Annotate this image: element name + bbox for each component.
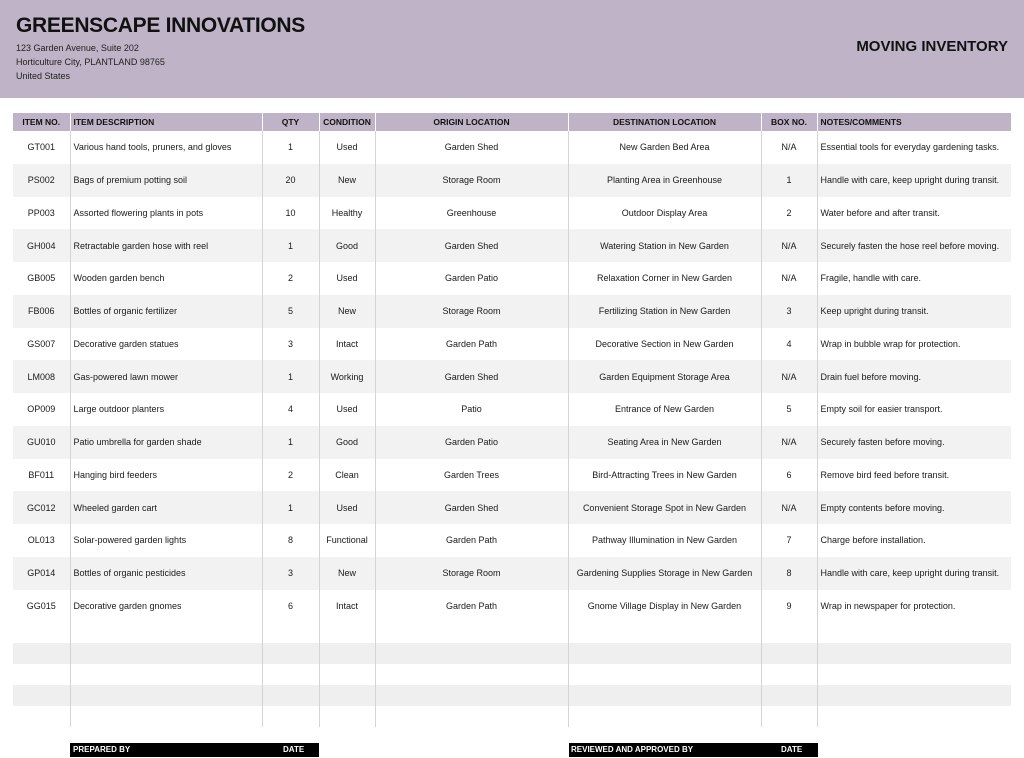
table-cell: Garden Shed <box>375 131 568 164</box>
table-cell: Garden Patio <box>375 426 568 459</box>
table-row <box>13 426 1011 459</box>
table-cell: Securely fasten before moving. <box>817 426 1011 459</box>
empty-cell <box>761 685 817 706</box>
table-cell: Storage Room <box>375 295 568 328</box>
table-cell: Empty contents before moving. <box>817 491 1011 524</box>
table-cell: Fertilizing Station in New Garden <box>568 295 761 328</box>
header-band <box>0 0 1024 98</box>
table-cell: Used <box>319 491 375 524</box>
table-cell: Garden Path <box>375 328 568 361</box>
document-title: MOVING INVENTORY <box>856 38 1008 55</box>
table-cell: GP014 <box>13 557 70 590</box>
table-header-row <box>13 113 1011 131</box>
table-cell: GS007 <box>13 328 70 361</box>
table-cell: 8 <box>262 524 319 557</box>
table-cell: New <box>319 557 375 590</box>
col-header-notes: NOTES/COMMENTS <box>817 113 1011 131</box>
empty-cell <box>262 664 319 685</box>
table-cell: Large outdoor planters <box>70 393 262 426</box>
table-row <box>13 295 1011 328</box>
table-cell: BF011 <box>13 459 70 492</box>
table-cell: Bird-Attracting Trees in New Garden <box>568 459 761 492</box>
table-cell: Keep upright during transit. <box>817 295 1011 328</box>
table-cell: GH004 <box>13 229 70 262</box>
table-cell: Bottles of organic pesticides <box>70 557 262 590</box>
col-header-condition: CONDITION <box>319 113 375 131</box>
empty-cell <box>761 664 817 685</box>
table-cell: GG015 <box>13 590 70 623</box>
table-cell: Wrap in newspaper for protection. <box>820 600 956 611</box>
empty-cell <box>375 622 568 643</box>
table-cell: Remove bird feed before transit. <box>820 469 950 480</box>
table-cell: 1 <box>262 426 319 459</box>
empty-cell <box>817 685 1011 706</box>
table-cell: 3 <box>262 328 319 361</box>
empty-cell <box>817 664 1011 685</box>
empty-row <box>13 643 1011 664</box>
table-cell: Decorative Section in New Garden <box>568 328 761 361</box>
empty-cell <box>375 706 568 727</box>
table-cell: Garden Trees <box>375 459 568 492</box>
empty-row <box>13 685 1011 706</box>
col-header-destination: DESTINATION LOCATION <box>568 113 761 131</box>
table-row <box>13 197 1011 230</box>
empty-cell <box>817 643 1011 664</box>
empty-cell <box>70 643 262 664</box>
empty-cell <box>13 622 70 643</box>
table-cell: Used <box>319 393 375 426</box>
table-cell: PP003 <box>13 197 70 230</box>
date-label-2: DATE <box>781 745 803 754</box>
address-line-3: United States <box>16 71 71 81</box>
table-cell: 2 <box>262 459 319 492</box>
table-cell: LM008 <box>13 360 70 393</box>
table-cell: 5 <box>761 393 817 426</box>
table-cell: Bags of premium potting soil <box>70 164 262 197</box>
table-cell: Handle with care, keep upright during transit. <box>817 164 1011 197</box>
table-cell: Gnome Village Display in New Garden <box>568 590 761 623</box>
empty-cell <box>319 643 375 664</box>
table-cell: 6 <box>262 590 319 623</box>
table-cell: OP009 <box>13 393 70 426</box>
empty-cell <box>70 685 262 706</box>
table-cell: Various hand tools, pruners, and gloves <box>70 131 262 164</box>
table-cell: 2 <box>761 197 817 230</box>
table-cell: Assorted flowering plants in pots <box>70 197 262 230</box>
table-cell: FB006 <box>13 295 70 328</box>
table-cell: Garden Patio <box>375 262 568 295</box>
table-cell: Entrance of New Garden <box>568 393 761 426</box>
table-cell: Used <box>319 131 375 164</box>
table-cell: 1 <box>262 131 319 164</box>
table-body <box>13 131 1011 727</box>
table-row <box>13 524 1011 557</box>
empty-cell <box>817 622 1011 643</box>
table-cell: 9 <box>761 590 817 623</box>
inventory-table <box>13 113 1011 727</box>
table-cell: Functional <box>319 524 375 557</box>
table-cell: Empty soil for easier transport. <box>820 404 943 415</box>
table-cell: Pathway Illumination in New Garden <box>568 524 761 557</box>
table-cell: N/A <box>761 426 817 459</box>
table-row <box>13 164 1011 197</box>
table-cell: GT001 <box>13 131 70 164</box>
table-cell: Outdoor Display Area <box>568 197 761 230</box>
table-row <box>13 557 1011 590</box>
company-name: GREENSCAPE INNOVATIONS <box>16 14 305 37</box>
empty-cell <box>568 685 761 706</box>
table-cell: 1 <box>262 491 319 524</box>
table-cell: Garden Path <box>375 590 568 623</box>
table-cell: Patio <box>375 393 568 426</box>
empty-cell <box>761 706 817 727</box>
table-cell: Securely fasten the hose reel before moving. <box>817 229 1011 262</box>
col-header-origin: ORIGIN LOCATION <box>375 113 568 131</box>
table-cell: Gas-powered lawn mower <box>70 360 262 393</box>
table-cell: 4 <box>761 328 817 361</box>
table-cell: Wooden garden bench <box>70 262 262 295</box>
empty-cell <box>262 685 319 706</box>
table-cell: 1 <box>262 229 319 262</box>
empty-cell <box>817 706 1011 727</box>
empty-cell <box>761 643 817 664</box>
empty-cell <box>262 706 319 727</box>
table-cell: Drain fuel before moving. <box>817 360 1011 393</box>
empty-cell <box>13 706 70 727</box>
empty-cell <box>70 622 262 643</box>
table-cell: N/A <box>761 360 817 393</box>
table-cell: Working <box>319 360 375 393</box>
table-cell: Decorative garden gnomes <box>70 590 262 623</box>
table-row <box>13 328 1011 361</box>
reviewed-by-label: REVIEWED AND APPROVED BY <box>571 745 694 754</box>
table-cell: 4 <box>262 393 319 426</box>
table-row <box>13 393 1011 426</box>
table-cell: Patio umbrella for garden shade <box>70 426 262 459</box>
table-cell: Good <box>319 229 375 262</box>
table-cell: 5 <box>262 295 319 328</box>
empty-row <box>13 622 1011 643</box>
table-cell: Wheeled garden cart <box>70 491 262 524</box>
table-cell: New Garden Bed Area <box>568 131 761 164</box>
table-cell: Watering Station in New Garden <box>568 229 761 262</box>
table-cell: New <box>319 295 375 328</box>
table-cell: Intact <box>319 590 375 623</box>
table-cell: 3 <box>761 295 817 328</box>
table-cell: Used <box>319 262 375 295</box>
empty-cell <box>262 643 319 664</box>
table-cell: 10 <box>262 197 319 230</box>
table-cell: N/A <box>761 131 817 164</box>
table-cell: Greenhouse <box>375 197 568 230</box>
address-line-2: Horticulture City, PLANTLAND 98765 <box>16 57 165 67</box>
table-cell: Planting Area in Greenhouse <box>568 164 761 197</box>
table-cell: New <box>319 164 375 197</box>
empty-cell <box>319 664 375 685</box>
table-cell: Garden Equipment Storage Area <box>568 360 761 393</box>
empty-cell <box>70 664 262 685</box>
address-line-1: 123 Garden Avenue, Suite 202 <box>16 43 139 53</box>
empty-cell <box>13 664 70 685</box>
table-cell: Intact <box>319 328 375 361</box>
table-cell: Garden Shed <box>375 229 568 262</box>
table-cell: GC012 <box>13 491 70 524</box>
table-row <box>13 262 1011 295</box>
table-row <box>13 360 1011 393</box>
reviewed-by-bar <box>569 743 818 757</box>
table-cell: 20 <box>262 164 319 197</box>
table-cell: Retractable garden hose with reel <box>70 229 262 262</box>
empty-cell <box>319 706 375 727</box>
empty-row <box>13 706 1011 727</box>
table-cell: 6 <box>761 459 817 492</box>
table-cell: PS002 <box>13 164 70 197</box>
empty-cell <box>319 685 375 706</box>
table-cell: 1 <box>262 360 319 393</box>
empty-cell <box>568 664 761 685</box>
table-cell: 2 <box>262 262 319 295</box>
table-cell: Decorative garden statues <box>70 328 262 361</box>
empty-row <box>13 664 1011 685</box>
empty-cell <box>568 643 761 664</box>
table-row <box>13 491 1011 524</box>
col-header-box-no: BOX NO. <box>761 113 817 131</box>
table-cell: Healthy <box>319 197 375 230</box>
table-cell: GU010 <box>13 426 70 459</box>
table-cell: Good <box>319 426 375 459</box>
table-cell: N/A <box>761 229 817 262</box>
table-cell: 8 <box>761 557 817 590</box>
empty-cell <box>375 685 568 706</box>
empty-cell <box>13 685 70 706</box>
table-cell: 7 <box>761 524 817 557</box>
table-cell: Relaxation Corner in New Garden <box>568 262 761 295</box>
table-cell: Solar-powered garden lights <box>70 524 262 557</box>
empty-cell <box>319 622 375 643</box>
table-cell: Clean <box>319 459 375 492</box>
table-cell: Garden Shed <box>375 360 568 393</box>
table-cell: Water before and after transit. <box>820 207 940 218</box>
table-cell: Storage Room <box>375 164 568 197</box>
col-header-description: ITEM DESCRIPTION <box>70 113 262 131</box>
table-cell: Wrap in bubble wrap for protection. <box>820 338 961 349</box>
table-cell: N/A <box>761 491 817 524</box>
table-cell: 1 <box>761 164 817 197</box>
table-cell: Fragile, handle with care. <box>820 273 922 284</box>
empty-cell <box>375 643 568 664</box>
empty-cell <box>375 664 568 685</box>
table-cell: GB005 <box>13 262 70 295</box>
prepared-by-label: PREPARED BY <box>73 745 131 754</box>
empty-cell <box>568 622 761 643</box>
empty-cell <box>70 706 262 727</box>
table-cell: Garden Path <box>375 524 568 557</box>
table-cell: Convenient Storage Spot in New Garden <box>568 491 761 524</box>
table-row <box>13 459 1011 492</box>
table-row <box>13 131 1011 164</box>
table-cell: Handle with care, keep upright during transit. <box>817 557 1011 590</box>
prepared-by-bar <box>70 743 319 757</box>
col-header-item-no: ITEM NO. <box>13 113 70 131</box>
table-row <box>13 590 1011 623</box>
table-cell: N/A <box>761 262 817 295</box>
date-label-1: DATE <box>283 745 305 754</box>
col-header-qty: QTY <box>262 113 319 131</box>
table-cell: Bottles of organic fertilizer <box>70 295 262 328</box>
table-row <box>13 229 1011 262</box>
table-cell: Hanging bird feeders <box>70 459 262 492</box>
empty-cell <box>761 622 817 643</box>
empty-cell <box>262 622 319 643</box>
empty-cell <box>13 643 70 664</box>
table-cell: Storage Room <box>375 557 568 590</box>
table-cell: 3 <box>262 557 319 590</box>
table-cell: Seating Area in New Garden <box>568 426 761 459</box>
table-cell: OL013 <box>13 524 70 557</box>
table-cell: Charge before installation. <box>820 535 926 546</box>
table-cell: Garden Shed <box>375 491 568 524</box>
empty-cell <box>568 706 761 727</box>
table-cell: Essential tools for everyday gardening tasks. <box>820 142 1000 153</box>
table-cell: Gardening Supplies Storage in New Garden <box>568 557 761 590</box>
